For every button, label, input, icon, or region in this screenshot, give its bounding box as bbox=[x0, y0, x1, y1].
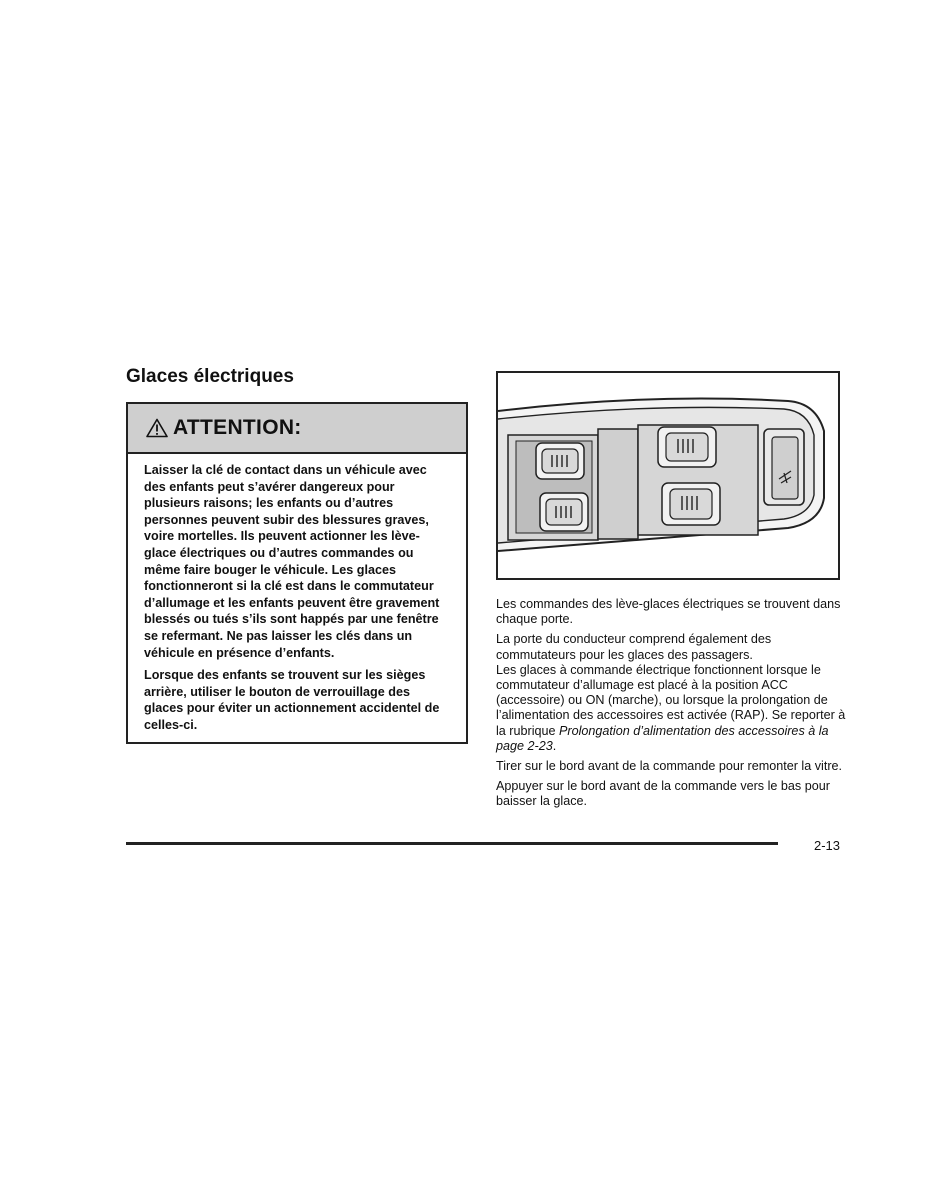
rear-right-switch bbox=[658, 427, 716, 467]
window-switch-illustration bbox=[496, 371, 840, 580]
warning-header bbox=[128, 404, 466, 454]
front-left-switch bbox=[540, 493, 588, 531]
warning-body bbox=[128, 454, 466, 734]
warning-box bbox=[126, 402, 468, 744]
body-paragraph: Appuyer sur le bord avant de la commande vers le bas pour baisser la glace. bbox=[496, 779, 830, 809]
body-paragraph: Les commandes des lève-glaces électriques se trouvent dans chaque porte. bbox=[496, 597, 841, 627]
body-paragraph bbox=[496, 663, 846, 754]
warning-paragraph: Laisser la clé de contact dans un véhicule avec des enfants peut s’avérer dangereux pour plusieurs raisons; les enfants ou d’autres personnes peuvent subir des blessures graves, voire mortelles. Ils peuvent actionner les lève-glace électriques ou d’autres commandes ou même faire bouger le véhicule. Les glaces fonctionneront si la clé est dans le commutateur d’allumage et les enfants peuvent être gravement blessés ou tués s’ils sont happés par une fenêtre se refermant. Ne pas laisser les clés dans un véhicule en présence d’enfants. bbox=[144, 463, 440, 660]
window-lock-icon bbox=[764, 429, 804, 505]
body-paragraph: Tirer sur le bord avant de la commande pour remonter la vitre. bbox=[496, 759, 843, 774]
warning-paragraph: Lorsque des enfants se trouvent sur les sièges arrière, utiliser le bouton de verrouillage des glaces pour éviter un actionnement accidentel de celles-ci. bbox=[144, 668, 440, 732]
front-right-switch bbox=[662, 483, 720, 525]
page-number: 2-13 bbox=[814, 838, 841, 853]
window-switch-drawing bbox=[498, 373, 838, 578]
body-paragraph: La porte du conducteur comprend également des commutateurs pour les glaces des passagers. bbox=[496, 632, 772, 662]
rear-left-switch bbox=[536, 443, 584, 479]
footer-rule bbox=[126, 842, 778, 845]
section-title: Glaces électriques bbox=[126, 366, 294, 387]
warning-title: ATTENTION: bbox=[173, 416, 302, 439]
warning-triangle-icon bbox=[146, 418, 168, 438]
body-text-span: . bbox=[552, 738, 557, 753]
cross-reference: Prolongation d’alimentation des accessoires à la page 2-23 bbox=[496, 723, 829, 753]
body-text-span: Les glaces à commande électrique fonctionnent lorsque le commutateur d’allumage est placé à la position ACC (accessoire) ou ON (marche), ou lorsque la prolongation de l’alimentation des accessoires est activée (RAP). Se reporter à la rubrique bbox=[496, 662, 846, 738]
body-text bbox=[496, 597, 846, 815]
